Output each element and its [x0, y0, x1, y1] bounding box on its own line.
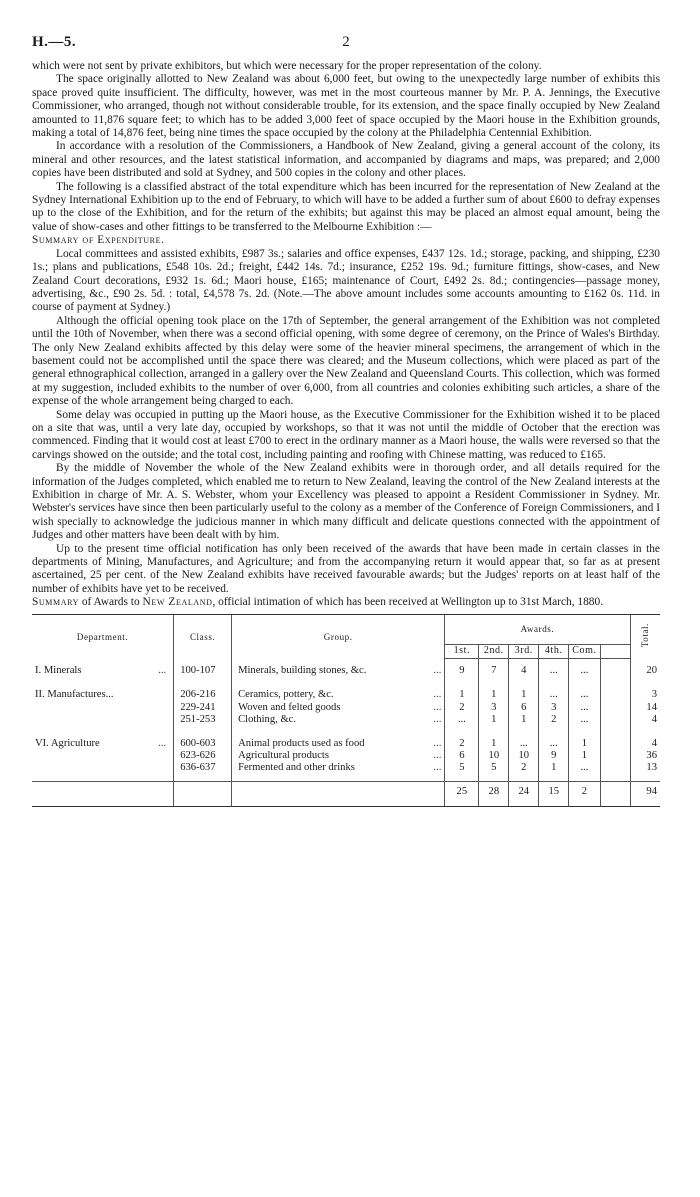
table-row	[32, 659, 660, 684]
group-name: Ceramics, pottery, &c.	[238, 689, 334, 701]
class-cell: 100-107	[174, 659, 232, 684]
paragraph: The following is a classified abstract of the total expenditure which has been incurred for the representation of New Zealand at the Sydney International Exhibition up to the end of February, to which will have to be added a further sum of about £600 to defray expenses up to the close of the Exhibition, and for the return of the exhibits; but against this may be placed an almost equal amount, being the value of show-cases and other fittings to be transferred to the Melbourne Exhibition :—	[32, 180, 660, 233]
leader-dots: ...	[433, 762, 442, 774]
group-cell	[232, 683, 445, 701]
leader-dots: ...	[433, 713, 442, 725]
award-third-cell: 6	[509, 702, 539, 714]
award-first-cell: ...	[445, 714, 479, 732]
group-cell	[232, 750, 445, 762]
class-cell: 229-241	[174, 702, 232, 714]
leader-dots: ...	[433, 689, 442, 701]
total-third: 24	[509, 781, 539, 806]
paragraph: The space originally allotted to New Zealand was about 6,000 feet, but owing to the unexpectedly large number of exhibits this space proved quite insufficient. The difficulty, however, was met in the most courteous manner by Mr. P. A. Jennings, the Executive Commissioner, who arranged, though not without considerable trouble, for its extension, and the space finally occupied by New Zealand amounted to 11,876 square feet; to which has to be added 3,000 feet of space occupied by the Maori house in the Exhibition grounds, making a total of 14,876 feet, being nine times the space occupied by the colony at the Philadelphia Centennial Exhibition.	[32, 73, 660, 140]
paragraph: In accordance with a resolution of the Commissioners, a Handbook of New Zealand, giving a general account of the colony, its mineral and other resources, and the latest statistical information, and accompanied by diagrams and maps, was prepared; and 2,000 copies have been distributed and sold at Sydney, and 500 copies in the colony and other places.	[32, 140, 660, 180]
table-row	[32, 714, 660, 732]
total-header: Total.	[630, 614, 660, 659]
table-row	[32, 762, 660, 781]
award-com-cell: 1	[569, 732, 600, 750]
leader-dots: ...	[158, 664, 167, 676]
total-first: 25	[445, 781, 479, 806]
paragraph: Local committees and assisted exhibits, £987 3s.; salaries and office expenses, £437 12s. 1d.; storage, packing, and shipping, £230 1s.; plans and publications, £548 10s. 2d.; freight, £442 14s. 7d.; insurance, £252 19s. 9d.; furniture fittings, show-cases, and New Zealand Court decorations, £932 1s. 6d.; Maori house, £165; maintenance of Court, £492 2s. 8d.; contingencies—passage money, advertising, &c., £90 2s. 5d. : total, £4,578 7s. 2d. (Note.—The above amount includes some accounts amounting to £162 0s. 11d. in course of payment at Sydney.)	[32, 247, 660, 314]
group-name: Clothing, &c.	[238, 713, 297, 725]
class-cell: 623-626	[174, 750, 232, 762]
awards-title-rest: , official intimation of which has been received at Wellington up to 31st March, 1880.	[212, 596, 604, 609]
report-reference: H.—5.	[32, 34, 77, 50]
awards-title-summary: Summary	[32, 596, 79, 609]
award-first-cell: 2	[445, 732, 479, 750]
department-name: VI. Agriculture	[35, 737, 100, 749]
spacer-cell	[600, 732, 630, 750]
department-cell	[32, 702, 174, 714]
department-name: II. Manufactures...	[35, 689, 114, 701]
table-row	[32, 683, 660, 701]
fourth-header: 4th.	[539, 644, 569, 659]
group-cell	[232, 762, 445, 781]
award-second-cell: 10	[479, 750, 509, 762]
award-fourth-cell: ...	[539, 683, 569, 701]
expenditure-heading: Summary of Expenditure.	[32, 234, 165, 247]
total-fourth: 15	[539, 781, 569, 806]
group-cell	[232, 714, 445, 732]
spacer-cell	[600, 714, 630, 732]
group-cell	[232, 659, 445, 684]
award-first-cell: 5	[445, 762, 479, 781]
award-third-cell: 2	[509, 762, 539, 781]
award-com-cell: ...	[569, 702, 600, 714]
leader-dots: ...	[433, 750, 442, 762]
page-header	[32, 34, 660, 60]
award-com-cell: ...	[569, 714, 600, 732]
table-row	[32, 750, 660, 762]
group-name: Fermented and other drinks	[238, 762, 355, 774]
award-third-cell: 1	[509, 683, 539, 701]
class-cell: 206-216	[174, 683, 232, 701]
spacer-cell	[600, 659, 630, 684]
award-first-cell: 9	[445, 659, 479, 684]
group-name: Woven and felted goods	[238, 701, 341, 713]
award-third-cell: ...	[509, 732, 539, 750]
total-cell: 20	[630, 659, 660, 684]
first-header: 1st.	[445, 644, 479, 659]
award-first-cell: 1	[445, 683, 479, 701]
award-third-cell: 10	[509, 750, 539, 762]
spacer-cell	[600, 702, 630, 714]
group-name: Minerals, building stones, &c.	[238, 664, 367, 676]
leader-dots: ...	[158, 737, 167, 749]
total-cell: 13	[630, 762, 660, 781]
com-header: Com.	[569, 644, 600, 659]
class-header: Class.	[174, 614, 232, 659]
leader-dots: ...	[433, 701, 442, 713]
department-cell	[32, 714, 174, 732]
total-cell: 3	[630, 683, 660, 701]
total-second: 28	[479, 781, 509, 806]
award-second-cell: 1	[479, 683, 509, 701]
department-cell	[32, 762, 174, 781]
group-header: Group.	[232, 614, 445, 659]
award-second-cell: 5	[479, 762, 509, 781]
group-cell	[232, 702, 445, 714]
award-fourth-cell: ...	[539, 732, 569, 750]
group-name: Agricultural products	[238, 750, 329, 762]
paragraph: Although the official opening took place on the 17th of September, the general arrangement of the Exhibition was not completed until the 10th of November, when there was a second official opening, with some degree of ceremony, on the Prince of Wales's Birthday. The only New Zealand exhibits affected by this delay were some of the heavier mineral specimens, the arrangement of which in the basement could not be accomplished until the space there was cleared; and the Museum collections, which were placed as part of the general ethnographical collection, arranged in a gallery over the New Zealand and Queensland Courts. This collection, which was formed at my suggestion, included exhibits to the number of over 6,000, from all countries and colonies exhibiting such articles, a share of the expense of the whole arrangement being charged to each.	[32, 314, 660, 408]
department-cell	[32, 659, 174, 684]
leader-dots: ...	[433, 737, 442, 749]
awards-title-of-awards: of Awards to	[79, 596, 143, 609]
paragraph: Some delay was occupied in putting up the Maori house, as the Executive Commissioner for the Exhibition wished it to be placed on a site that was, until a very late day, occupied by workshops, so that it was not until the middle of October that the erection was commenced. Finding that it would cost at least £700 to erect in the ordinary manner as a Maori house, the walls were reversed so that the carvings showed on the outside; and the total cost, including painting and roofing with Chinese matting, was reduced to £165.	[32, 408, 660, 461]
award-second-cell: 1	[479, 732, 509, 750]
group-cell	[232, 732, 445, 750]
award-third-cell: 1	[509, 714, 539, 732]
department-header: Department.	[32, 614, 174, 659]
award-second-cell: 7	[479, 659, 509, 684]
award-second-cell: 1	[479, 714, 509, 732]
award-rows	[32, 659, 660, 781]
class-cell: 600-603	[174, 732, 232, 750]
page-number: 2	[342, 34, 350, 50]
spacer-cell	[600, 683, 630, 701]
total-cell: 4	[630, 714, 660, 732]
award-first-cell: 6	[445, 750, 479, 762]
second-header: 2nd.	[479, 644, 509, 659]
paragraph: Up to the present time official notification has only been received of the awards that have been made in certain classes in the departments of Mining, Manufactures, and Agriculture; and from the accompanying return it would appear that, so far as at present ascertained, 25 per cent. of the New Zealand exhibits have received favourable awards; but the Judges' reports on at least half of the number of exhibits have yet to be received.	[32, 542, 660, 595]
table-row	[32, 702, 660, 714]
third-header: 3rd.	[509, 644, 539, 659]
awards-header: Awards.	[445, 614, 630, 644]
award-fourth-cell: ...	[539, 659, 569, 684]
spacer-header	[600, 644, 630, 659]
total-com: 2	[569, 781, 600, 806]
award-second-cell: 3	[479, 702, 509, 714]
group-name: Animal products used as food	[238, 737, 365, 749]
table-row	[32, 732, 660, 750]
awards-table	[32, 614, 660, 807]
department-cell	[32, 750, 174, 762]
total-cell: 14	[630, 702, 660, 714]
totals-label	[32, 781, 174, 806]
award-com-cell: ...	[569, 762, 600, 781]
department-cell	[32, 732, 174, 750]
total-all: 94	[630, 781, 660, 806]
department-name: I. Minerals	[35, 664, 82, 676]
totals-row	[32, 781, 660, 806]
award-fourth-cell: 9	[539, 750, 569, 762]
award-fourth-cell: 2	[539, 714, 569, 732]
award-fourth-cell: 3	[539, 702, 569, 714]
class-cell: 251-253	[174, 714, 232, 732]
awards-title	[32, 596, 660, 609]
class-cell: 636-637	[174, 762, 232, 781]
award-third-cell: 4	[509, 659, 539, 684]
paragraph: By the middle of November the whole of the New Zealand exhibits were in thorough order, and all details required for the information of the Judges completed, which enabled me to return to New Zealand, leaving the control of the New Zealand interests at the Exhibition in charge of Mr. A. S. Webster, whom your Excellency was pleased to appoint a Resident Commissioner in Sydney. Mr. Webster's services have since then been particularly useful to the colony as a member of the Conference of Foreign Commissioners, and I wish specially to acknowledge the judicious manner in which many difficult and delicate questions connected with the appointment of Judges and other matters have been dealt with by him.	[32, 462, 660, 542]
awards-title-new-zealand: New Zealand	[142, 596, 213, 609]
paragraph: which were not sent by private exhibitors, but which were necessary for the proper representation of the colony.	[32, 60, 542, 72]
department-cell	[32, 683, 174, 701]
award-first-cell: 2	[445, 702, 479, 714]
document-body	[32, 60, 660, 610]
total-cell: 4	[630, 732, 660, 750]
spacer-cell	[600, 762, 630, 781]
document-page	[32, 34, 660, 807]
total-cell: 36	[630, 750, 660, 762]
award-com-cell: ...	[569, 683, 600, 701]
leader-dots: ...	[433, 664, 442, 676]
award-fourth-cell: 1	[539, 762, 569, 781]
award-com-cell: ...	[569, 659, 600, 684]
spacer-cell	[600, 750, 630, 762]
award-com-cell: 1	[569, 750, 600, 762]
